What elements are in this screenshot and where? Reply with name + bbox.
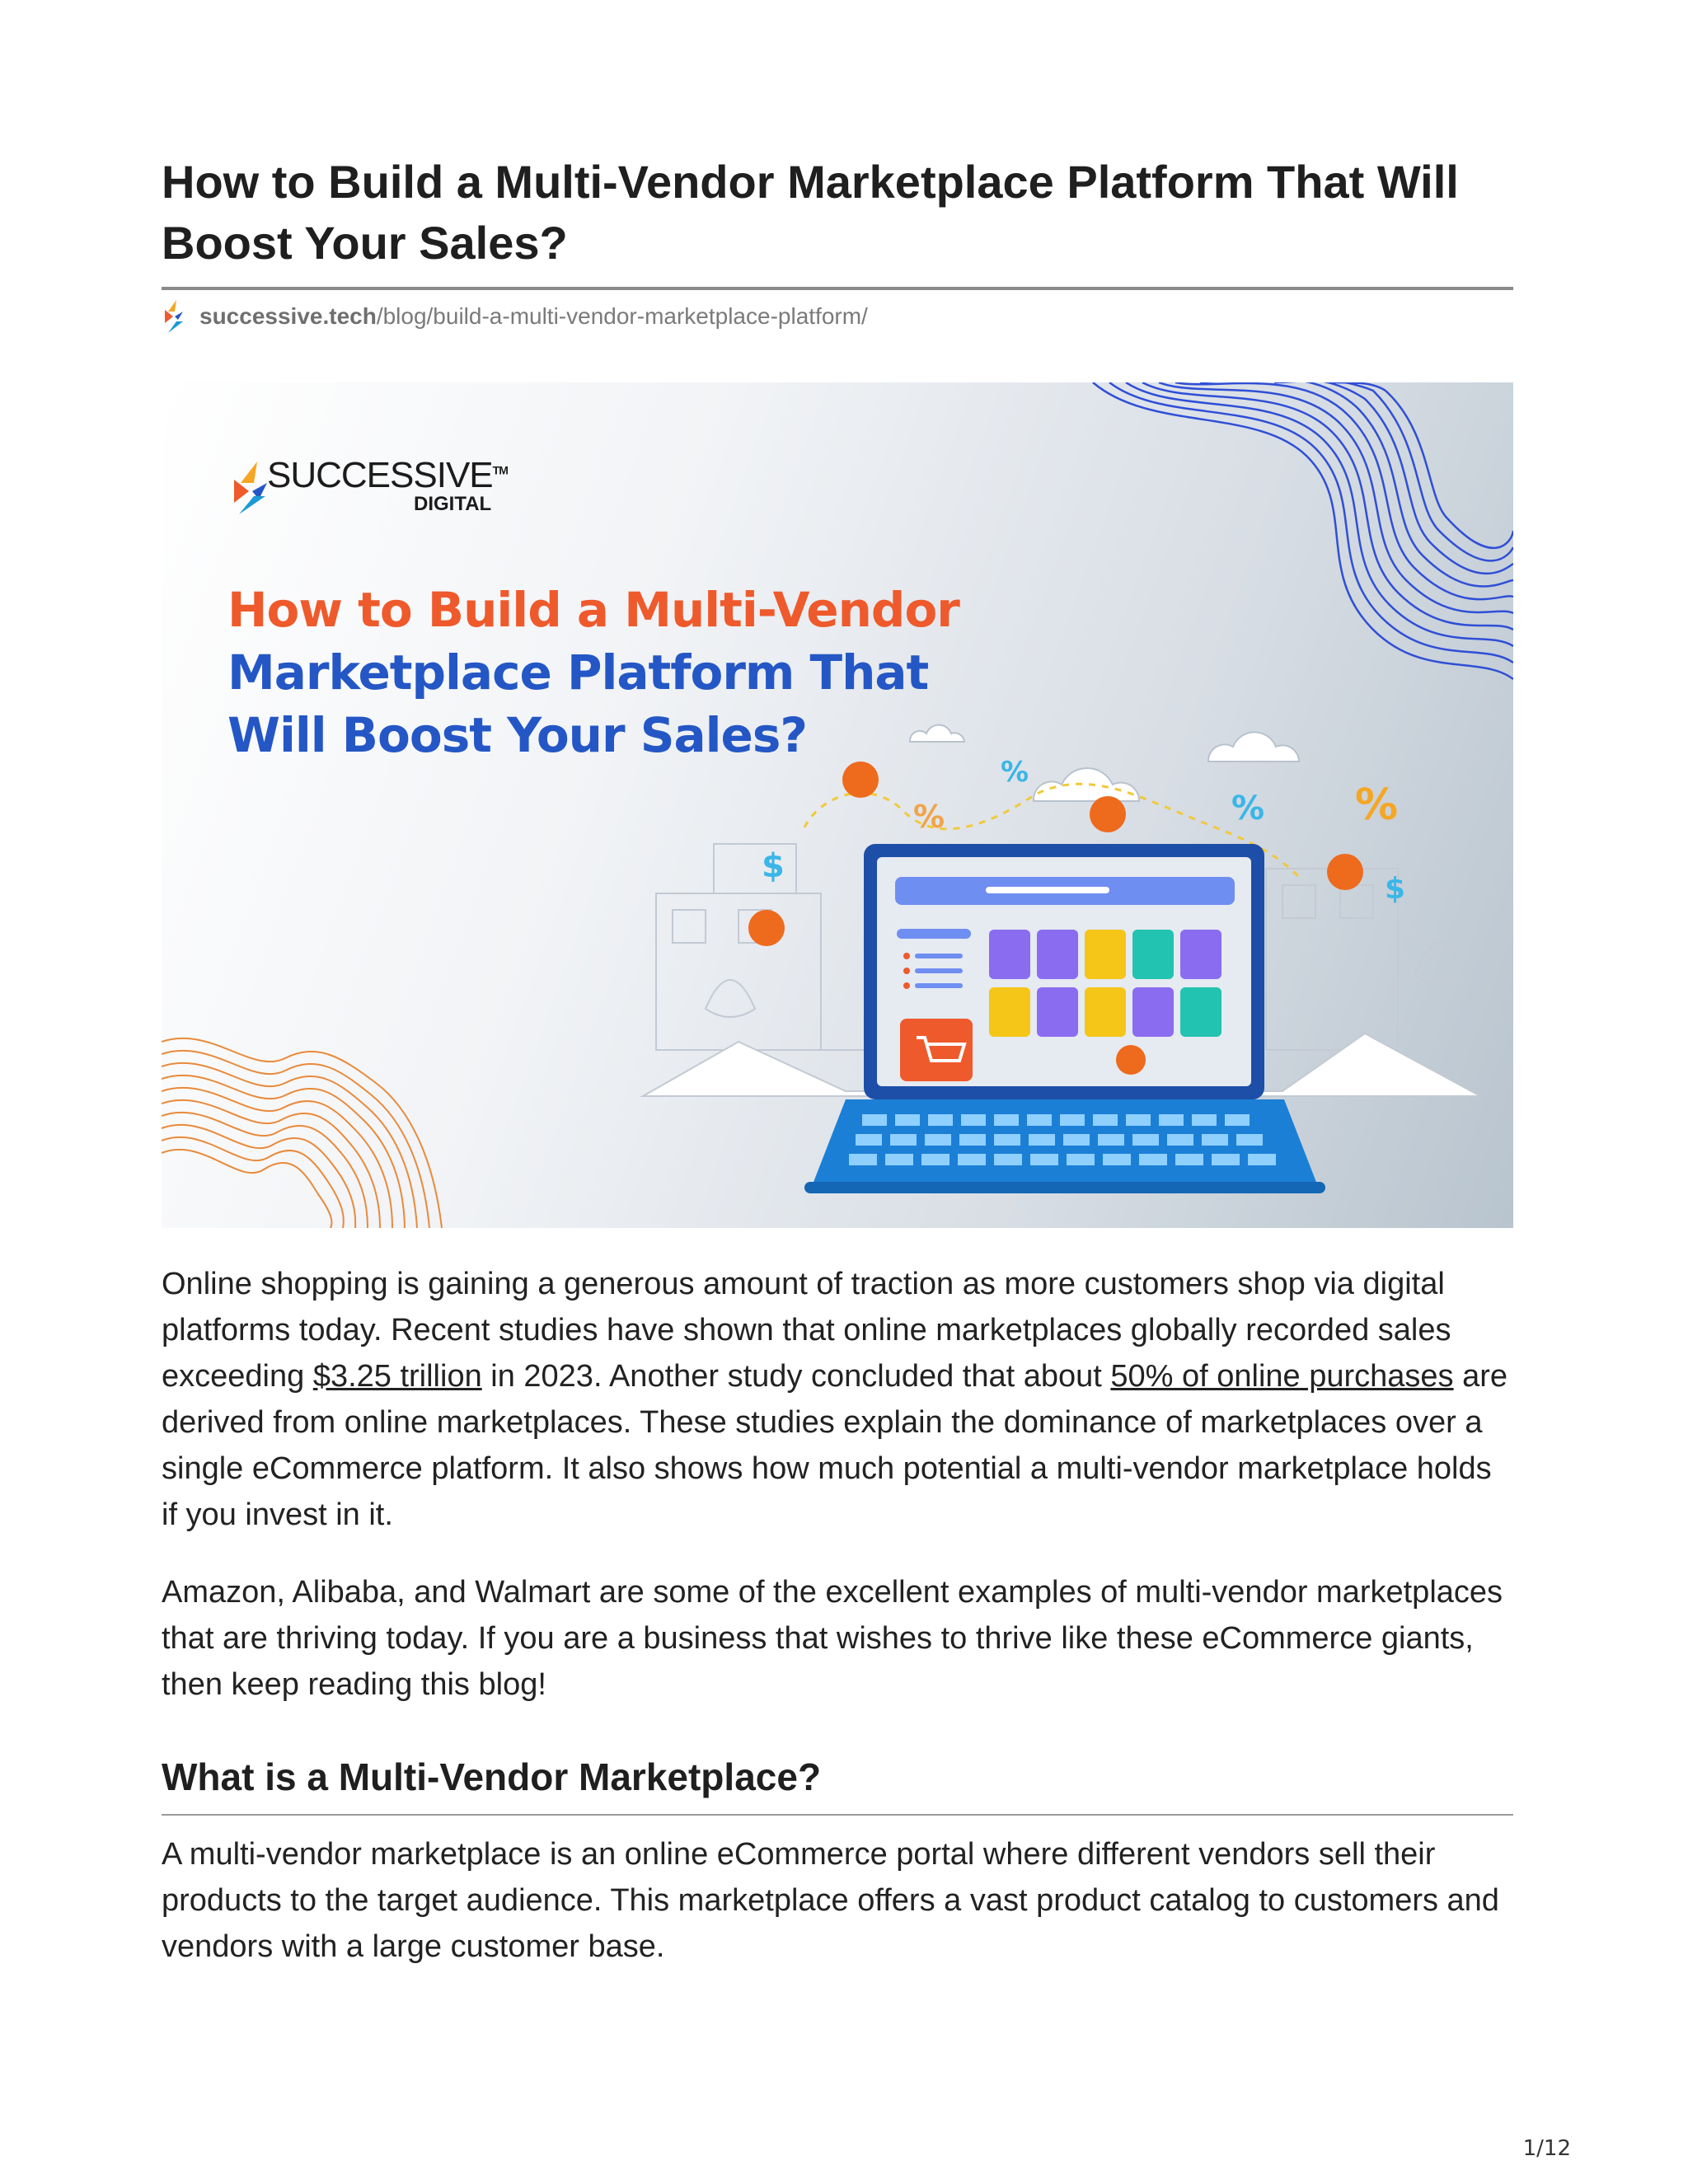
hero-title-line-1: How to Build a Multi-Vendor [227, 582, 959, 638]
percent-symbol-3: % [1231, 790, 1265, 827]
online-purchases-link[interactable]: 50% of online purchases [1110, 1359, 1454, 1394]
orange-wave-decoration [162, 1038, 442, 1228]
laptop-illustration [804, 844, 1325, 1193]
title-divider [162, 287, 1513, 290]
sales-stat-link[interactable]: $3.25 trillion [312, 1359, 482, 1394]
definition-paragraph: A multi-vendor marketplace is an online eCommerce portal where different vendors sell their products to the target audience. This marketplace offers a vast product catalog to customers and vendors with a large customer base. [162, 1837, 1499, 1964]
percent-symbol-1: % [913, 799, 945, 835]
dollar-symbol-1: $ [762, 847, 785, 885]
hero-title-line-3: Will Boost Your Sales? [227, 707, 808, 763]
source-url[interactable] [162, 298, 868, 335]
hero-illustration [162, 382, 1513, 1228]
intro-paragraph: Online shopping is gaining a generous amount of traction as more customers shop via digital platforms today. Recent studies have shown that online marketplaces globally recorded sales exceeding $3.25 trillion in 2023. Another study concluded that about 50% of online purchases are derived from online marketplaces. These studies explain the dominance of marketplaces over a single eCommerce platform. It also shows how much potential a multi-vendor marketplace holds if you invest in it. [162, 1267, 1508, 1532]
hero-brand-sub: DIGITAL [414, 493, 492, 515]
successive-logo-mark [234, 462, 267, 514]
dollar-symbol-2: $ [1385, 872, 1406, 906]
successive-logo-icon [162, 300, 190, 333]
section-divider [162, 1814, 1513, 1816]
examples-paragraph: Amazon, Alibaba, and Walmart are some of the excellent examples of multi-vendor marketplaces that are thriving today. If you are a business that wishes to thrive like these eCommerce giants, then keep reading this blog! [162, 1575, 1503, 1702]
source-domain[interactable]: successive.tech [199, 303, 377, 329]
hero-title-line-2: Marketplace Platform That [227, 644, 929, 701]
article-title: How to Build a Multi-Vendor Marketplace Platform That Will Boost Your Sales? [162, 156, 1459, 269]
percent-symbol-4: % [1355, 780, 1399, 830]
hero-brand-name: SUCCESSIVE™ [267, 455, 508, 495]
blue-wave-decoration [1093, 382, 1513, 679]
section-heading: What is a Multi-Vendor Marketplace? [162, 1755, 822, 1798]
source-path[interactable]: /blog/build-a-multi-vendor-marketplace-platform/ [376, 303, 868, 329]
hero-banner-image [162, 382, 1513, 1228]
page-number: 1/12 [1522, 2136, 1571, 2161]
percent-symbol-2: % [1001, 756, 1029, 789]
